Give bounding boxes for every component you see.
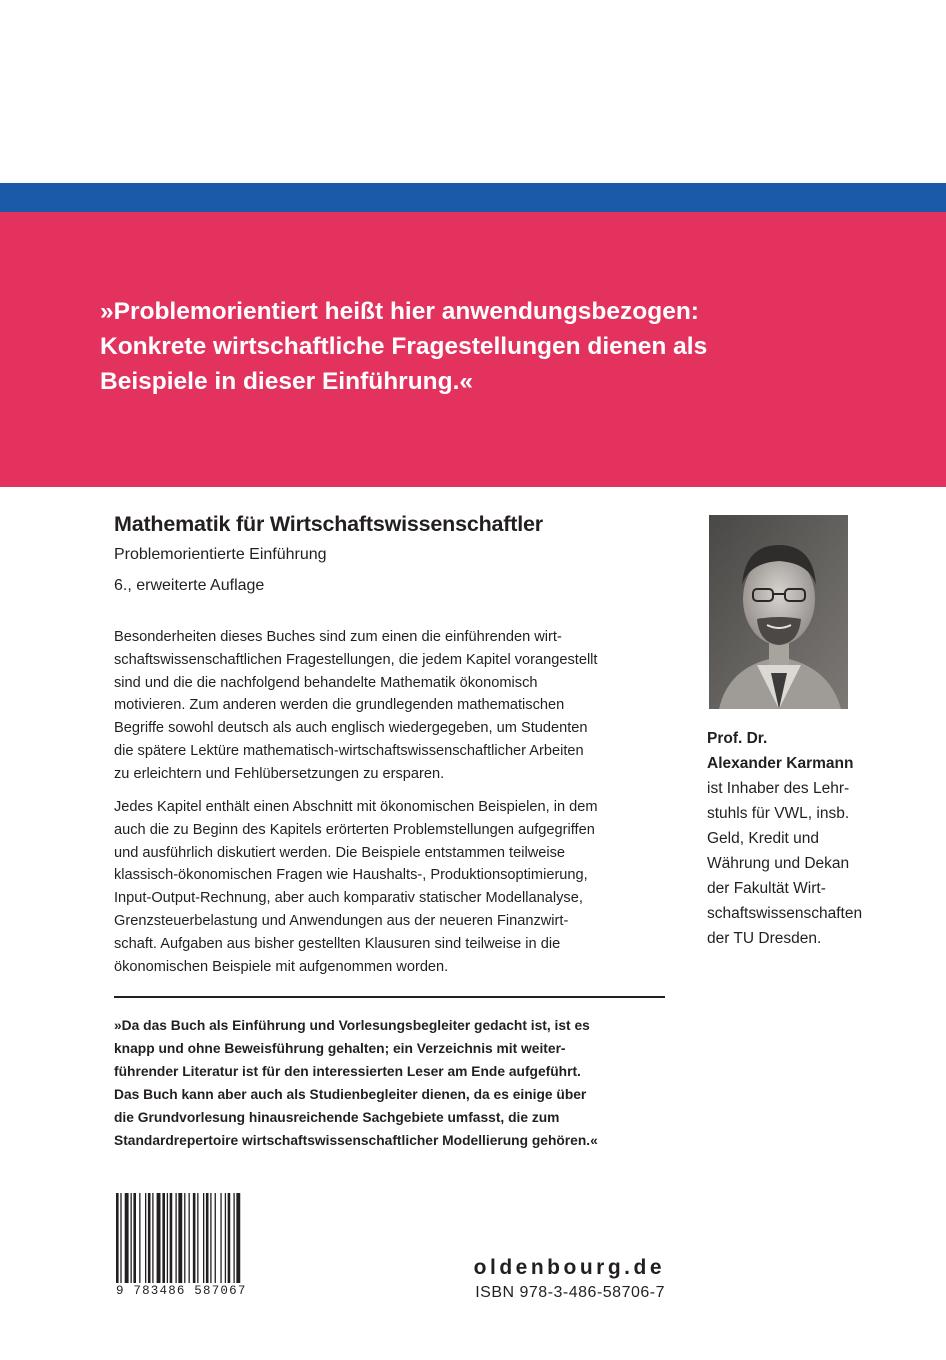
barcode-bar bbox=[170, 1193, 173, 1283]
author-name-line: Prof. Dr. bbox=[707, 730, 768, 747]
text-line: Begriffe sowohl deutsch als auch englisch wiedergegeben, um Studenten bbox=[114, 720, 588, 737]
text-line: schaft. Aufgaben aus bisher gestellten Klausuren sind teilweise in die bbox=[114, 935, 561, 952]
isbn-number: ISBN 978-3-486-58706-7 bbox=[475, 1284, 665, 1301]
text-line: Jedes Kapitel enthält einen Abschnitt mit ökonomischen Beispielen, in dem bbox=[114, 799, 598, 815]
barcode-bar bbox=[133, 1193, 136, 1283]
barcode-bar bbox=[178, 1193, 182, 1283]
quote-line: »Da das Buch als Einführung und Vorlesungsbegleiter gedacht ist, ist es bbox=[114, 1018, 590, 1033]
book-subtitle: Problemorientierte Einführung bbox=[114, 546, 327, 563]
barcode-bar bbox=[236, 1193, 240, 1283]
bio-line: der TU Dresden. bbox=[707, 930, 822, 947]
bio-line: stuhls für VWL, insb. bbox=[707, 805, 850, 822]
barcode-bar bbox=[206, 1193, 209, 1283]
description-paragraph-2 bbox=[114, 796, 674, 978]
section-divider bbox=[114, 996, 665, 998]
text-line: auch die zu Beginn des Kapitels erörterten Problemstellungen aufgegriffen bbox=[114, 821, 595, 838]
book-edition: 6., erweiterte Auflage bbox=[114, 577, 265, 594]
description-paragraph-1 bbox=[114, 626, 674, 786]
author-name-line: Alexander Karmann bbox=[707, 755, 854, 772]
book-title: Mathematik für Wirtschaftswissenschaftler bbox=[114, 512, 543, 536]
barcode-bar bbox=[162, 1193, 165, 1283]
closing-quote bbox=[114, 1014, 674, 1152]
barcode-icon bbox=[116, 1193, 280, 1283]
text-line: Besonderheiten dieses Buches sind zum einen die einführenden wirt- bbox=[114, 629, 562, 645]
barcode-bar bbox=[152, 1193, 153, 1283]
text-line: Input-Output-Rechnung, aber auch komparativ statischer Modellanalyse, bbox=[114, 890, 583, 907]
pull-quote-line: Beispiele in dieser Einführung.« bbox=[100, 368, 474, 395]
barcode-bar bbox=[175, 1193, 176, 1283]
author-photo bbox=[709, 515, 848, 709]
author-portrait-icon bbox=[709, 515, 848, 709]
barcode-bar bbox=[225, 1193, 226, 1283]
barcode-digits: 9 783486 587067 bbox=[116, 1284, 247, 1298]
quote-line: führender Literatur ist für den interessierten Leser am Ende aufgeführt. bbox=[114, 1064, 581, 1079]
author-name bbox=[707, 726, 853, 776]
barcode-bar bbox=[167, 1193, 168, 1283]
quote-line: die Grundvorlesung hinausreichende Sachgebiete umfasst, die zum bbox=[114, 1110, 560, 1125]
pull-quote bbox=[100, 294, 820, 399]
barcode-bar bbox=[233, 1193, 234, 1283]
barcode-bar bbox=[116, 1193, 119, 1283]
barcode-bar bbox=[139, 1193, 140, 1283]
bio-line: der Fakultät Wirt- bbox=[707, 880, 826, 897]
bio-line: Geld, Kredit und bbox=[707, 830, 820, 847]
text-line: ökonomischen Beispiele mit aufgenommen worden. bbox=[114, 958, 449, 975]
text-line: sind und die die nachfolgend behandelte Mathematik ökonomisch bbox=[114, 674, 538, 691]
text-line: und ausführlich diskutiert werden. Die Beispiele entstammen teilweise bbox=[114, 844, 566, 861]
pull-quote-line: »Problemorientiert heißt hier anwendungsbezogen: bbox=[100, 298, 699, 325]
barcode-bar bbox=[197, 1193, 198, 1283]
text-line: klassisch-ökonomischen Fragen wie Haushalts-, Produktionsoptimierung, bbox=[114, 867, 588, 884]
barcode-bar bbox=[189, 1193, 190, 1283]
barcode-bar bbox=[148, 1193, 151, 1283]
pull-quote-line: Konkrete wirtschaftliche Fragestellungen dienen als bbox=[100, 333, 708, 360]
barcode-bar bbox=[131, 1193, 132, 1283]
text-line: Grenzsteuerbelastung und Anwendungen aus der neueren Finanzwirt- bbox=[114, 912, 569, 929]
text-line: zu erleichtern und Fehlübersetzungen zu ersparen. bbox=[114, 765, 445, 782]
bio-line: Währung und Dekan bbox=[707, 855, 850, 872]
barcode-bar bbox=[125, 1193, 129, 1283]
barcode-bar bbox=[157, 1193, 161, 1283]
text-line: motivieren. Zum anderen werden die grundlegenden mathematischen bbox=[114, 697, 565, 714]
barcode-bar bbox=[215, 1193, 216, 1283]
barcode-bar bbox=[203, 1193, 204, 1283]
barcode-bar bbox=[210, 1193, 211, 1283]
top-blue-band bbox=[0, 183, 946, 212]
barcode-bar bbox=[120, 1193, 121, 1283]
author-bio bbox=[707, 776, 862, 951]
barcode-bar bbox=[145, 1193, 146, 1283]
bio-line: schaftswissenschaften bbox=[707, 905, 863, 922]
quote-line: Das Buch kann aber auch als Studienbegleiter dienen, da es einige über bbox=[114, 1087, 587, 1102]
barcode-bar bbox=[184, 1193, 185, 1283]
publisher-website: oldenbourg.de bbox=[473, 1256, 665, 1279]
quote-line: Standardrepertoire wirtschaftswissenschaftlicher Modellierung gehören.« bbox=[114, 1133, 598, 1148]
quote-line: knapp und ohne Beweisführung gehalten; ein Verzeichnis mit weiter- bbox=[114, 1041, 566, 1056]
barcode-bar bbox=[220, 1193, 221, 1283]
text-line: schaftswissenschaftlichen Fragestellungen, die jedem Kapitel vorangestellt bbox=[114, 651, 598, 668]
text-line: die spätere Lektüre mathematisch-wirtschaftswissenschaftlicher Arbeiten bbox=[114, 742, 584, 759]
bio-line: ist Inhaber des Lehr- bbox=[707, 780, 850, 797]
barcode-bar bbox=[228, 1193, 231, 1283]
barcode-bar bbox=[193, 1193, 196, 1283]
